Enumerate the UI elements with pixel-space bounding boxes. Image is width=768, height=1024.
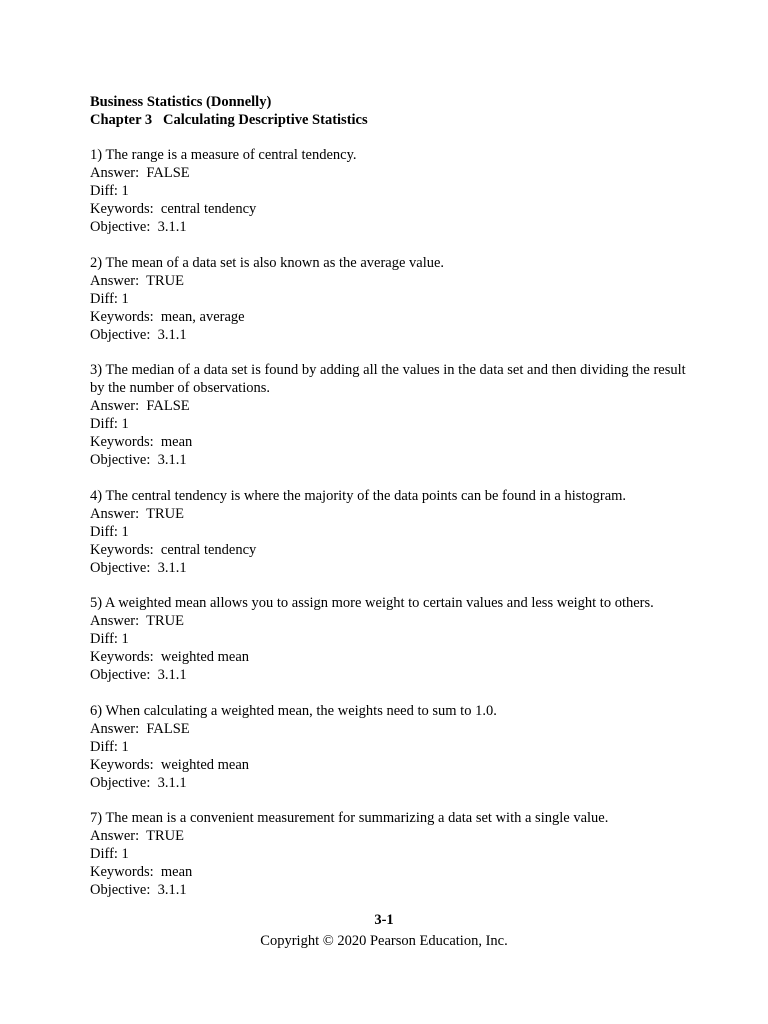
question-objective: Objective: 3.1.1 <box>90 452 187 468</box>
question-diff: Diff: 1 <box>90 290 129 307</box>
question-objective: Objective: 3.1.1 <box>90 667 187 683</box>
question-diff: Diff: 1 <box>90 523 129 540</box>
question-item <box>90 702 690 792</box>
question-text: 4) The central tendency is where the majority of the data points can be found in a histogram. <box>90 487 627 504</box>
question-answer: Answer: FALSE <box>90 165 190 181</box>
question-keywords: Keywords: mean <box>90 434 193 450</box>
question-objective: Objective: 3.1.1 <box>90 219 187 235</box>
book-title: Business Statistics (Donnelly) <box>90 94 272 110</box>
question-item <box>90 594 690 684</box>
question-diff: Diff: 1 <box>90 416 129 432</box>
question-answer: Answer: TRUE <box>90 828 184 844</box>
question-text: 1) The range is a measure of central tendency. <box>90 147 357 163</box>
question-keywords: Keywords: central tendency <box>90 541 257 558</box>
question-answer: Answer: FALSE <box>90 398 190 414</box>
question-answer: Answer: TRUE <box>90 505 184 522</box>
question-item <box>90 254 690 344</box>
question-objective: Objective: 3.1.1 <box>90 774 187 791</box>
question-keywords: Keywords: weighted mean <box>90 756 250 773</box>
question-objective: Objective: 3.1.1 <box>90 559 187 576</box>
question-item <box>90 487 690 577</box>
document-header <box>90 93 368 129</box>
question-text: 3) The median of a data set is found by adding all the values in the data set and then dividing the result by the number of observations. <box>90 362 690 396</box>
question-diff: Diff: 1 <box>90 183 129 199</box>
question-answer: Answer: FALSE <box>90 720 190 737</box>
question-diff: Diff: 1 <box>90 846 129 862</box>
question-objective: Objective: 3.1.1 <box>90 882 187 898</box>
question-list <box>90 146 690 917</box>
question-answer: Answer: TRUE <box>90 272 184 289</box>
chapter-title: Chapter 3 Calculating Descriptive Statistics <box>90 112 368 128</box>
question-keywords: Keywords: mean, average <box>90 308 245 325</box>
question-diff: Diff: 1 <box>90 738 129 755</box>
question-item <box>90 361 690 469</box>
question-answer: Answer: TRUE <box>90 613 184 629</box>
copyright-notice: Copyright © 2020 Pearson Education, Inc. <box>260 933 508 949</box>
question-keywords: Keywords: central tendency <box>90 201 257 217</box>
page-number: 3-1 <box>374 912 394 928</box>
question-objective: Objective: 3.1.1 <box>90 326 187 343</box>
question-item <box>90 809 690 899</box>
question-text: 7) The mean is a convenient measurement for summarizing a data set with a single value. <box>90 810 609 826</box>
question-keywords: Keywords: mean <box>90 864 193 880</box>
question-keywords: Keywords: weighted mean <box>90 649 250 665</box>
question-text: 6) When calculating a weighted mean, the weights need to sum to 1.0. <box>90 702 497 719</box>
question-item <box>90 146 690 236</box>
question-text: 2) The mean of a data set is also known as the average value. <box>90 254 445 271</box>
question-diff: Diff: 1 <box>90 631 129 647</box>
question-text: 5) A weighted mean allows you to assign more weight to certain values and less weight to others. <box>90 595 654 611</box>
